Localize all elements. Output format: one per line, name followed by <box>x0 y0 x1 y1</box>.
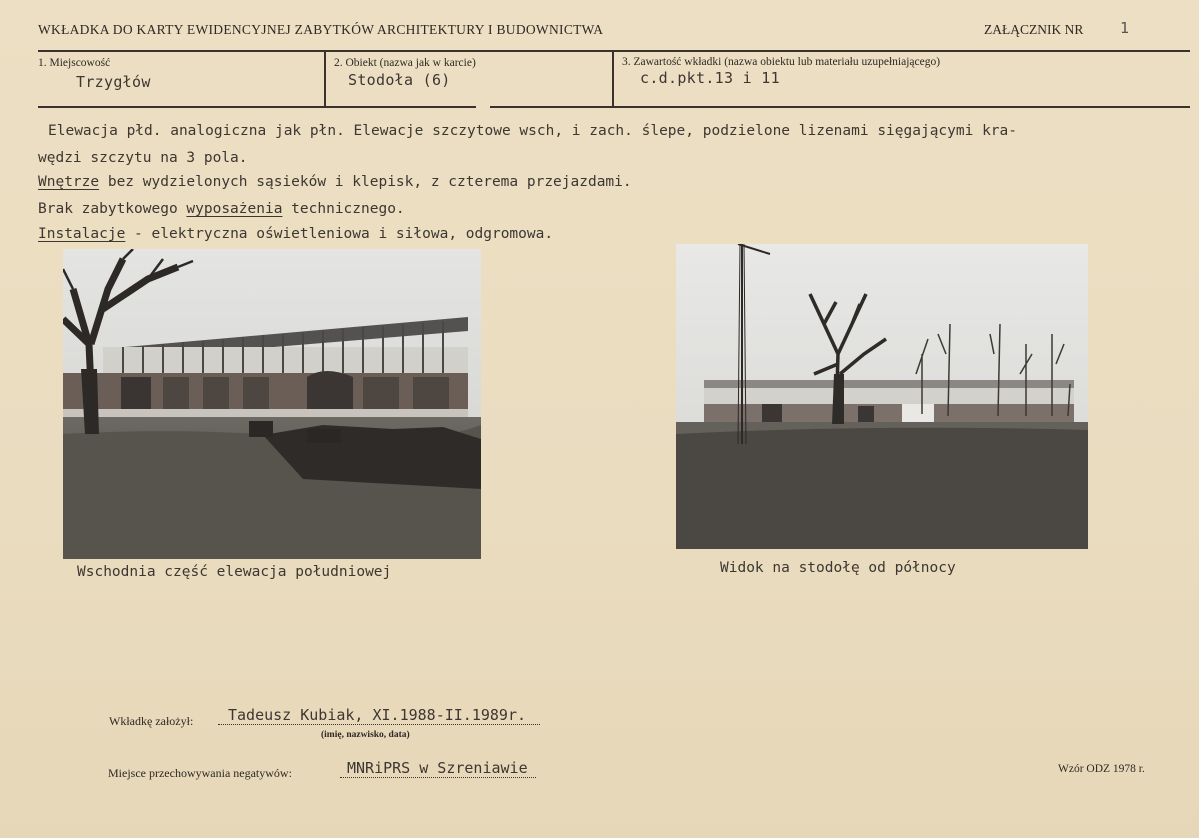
description-line-3 <box>38 170 632 194</box>
description-line-1: Elewacja płd. analogiczna jak płn. Elewacje szczytowe wsch, i zach. ślepe, podzielone lizenami sięgającymi kra- <box>48 123 1018 139</box>
form-title: WKŁADKA DO KARTY EWIDENCYJNEJ ZABYTKÓW ARCHITEKTURY I BUDOWNICTWA <box>38 22 604 37</box>
photo-barn-north-image <box>676 244 1088 549</box>
interior-heading: Wnętrze <box>38 174 100 190</box>
photo-barn-south-elevation <box>63 249 481 559</box>
negatives-label: Miejsce przechowywania negatywów: <box>108 766 292 780</box>
description-line-5 <box>38 222 553 246</box>
object-value: Stodoła (6) <box>348 71 451 89</box>
left-photo-caption: Wschodnia część elewacja południowej <box>77 564 392 580</box>
right-photo-caption: Widok na stodołę od północy <box>720 560 956 576</box>
equipment-word: wyposażenia <box>186 201 283 217</box>
content-label: 3. Zawartość wkładki (nazwa obiektu lub materiału uzupełniającego) <box>622 56 941 68</box>
object-label: 2. Obiekt (nazwa jak w karcie) <box>334 57 476 69</box>
interior-text: bez wydzielonych sąsieków i klepisk, z czterema przejazdami. <box>99 174 632 190</box>
form-version: Wzór ODZ 1978 r. <box>1058 763 1145 775</box>
fields-bottom-rule-2 <box>490 106 1190 108</box>
description-line-2: wędzi szczytu na 3 pola. <box>38 150 248 166</box>
equipment-text-c: technicznego. <box>282 201 405 217</box>
attachment-number: 1 <box>1120 19 1130 37</box>
negatives-value: MNRiPRS w Szreniawie <box>347 759 528 777</box>
locality-label: 1. Miejscowość <box>38 57 111 69</box>
description-line-4 <box>38 197 405 221</box>
fields-divider-1 <box>324 52 326 107</box>
installations-heading: Instalacje <box>38 226 126 242</box>
author-dotted-line <box>218 724 540 725</box>
author-label: Wkładkę założył: <box>109 714 194 728</box>
content-value: c.d.pkt.13 i 11 <box>640 69 780 87</box>
author-value: Tadeusz Kubiak, XI.1988-II.1989r. <box>228 706 527 724</box>
locality-value: Trzygłów <box>76 73 151 91</box>
photo-barn-south-image <box>63 249 481 559</box>
attachment-label: ZAŁĄCZNIK NR <box>984 22 1084 37</box>
fields-divider-2 <box>612 52 614 107</box>
fields-bottom-rule-1 <box>38 106 476 108</box>
header-rule <box>38 50 1190 52</box>
negatives-dotted-line <box>340 777 536 778</box>
equipment-text-a: Brak zabytkowego <box>38 201 187 217</box>
author-hint: (imię, nazwisko, data) <box>321 730 410 740</box>
photo-barn-north-view <box>676 244 1088 549</box>
installations-text: - elektryczna oświetleniowa i siłowa, odgromowa. <box>125 226 554 242</box>
